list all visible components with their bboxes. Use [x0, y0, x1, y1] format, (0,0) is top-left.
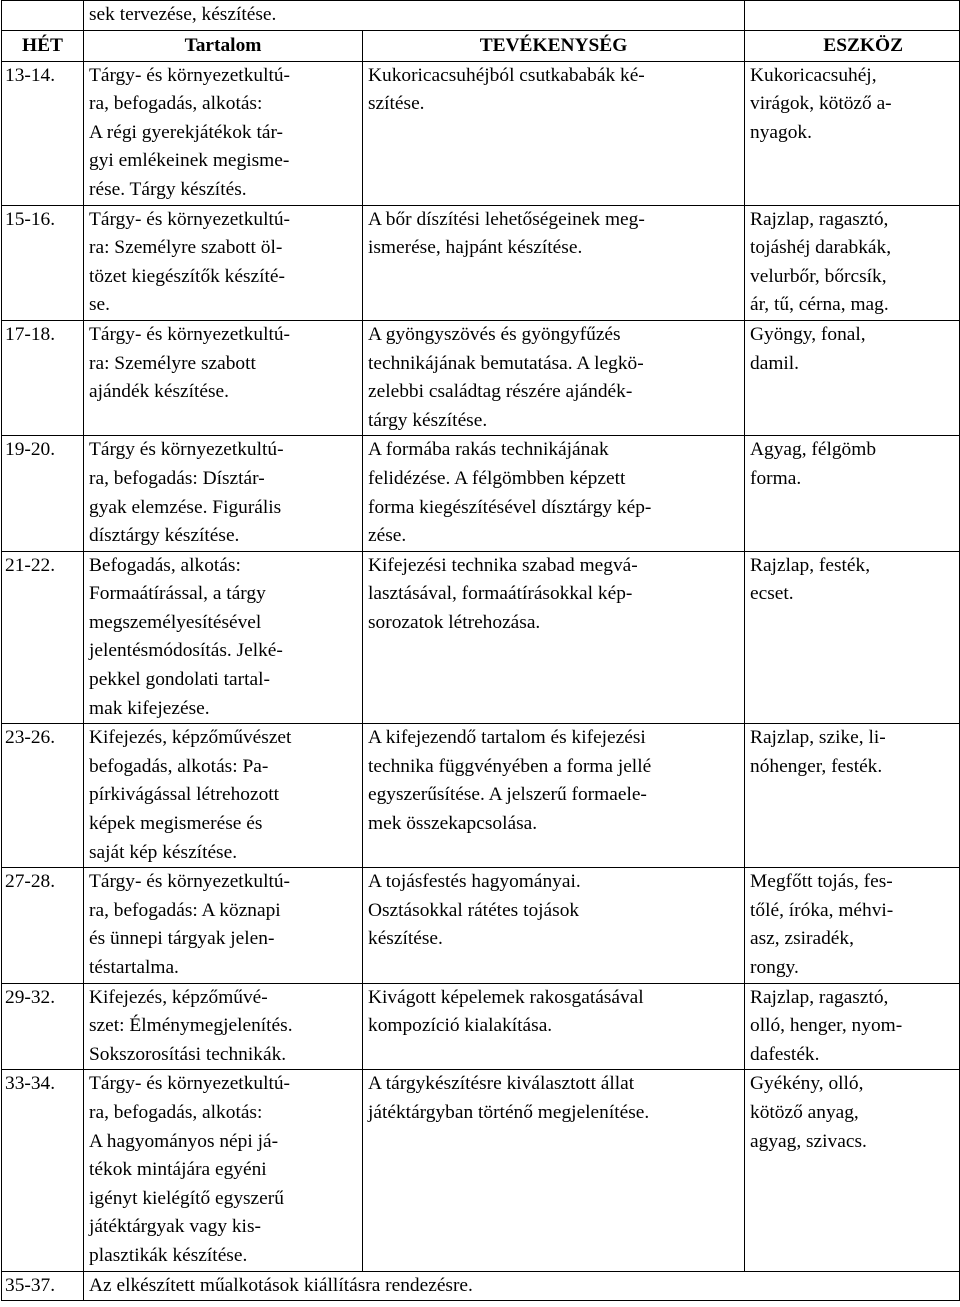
- week-cell: 33-34.: [2, 1070, 84, 1271]
- table-row: [2, 320, 960, 435]
- table-row: [2, 724, 960, 868]
- table-row: [2, 205, 960, 320]
- continuation-row: [2, 1, 960, 31]
- content-cell: Tárgy- és környezetkultú- ra, befogadás, alkotás: A régi gyerekjátékok tár- gyi emlékeinek megisme- rése. Tárgy készítés.: [84, 61, 363, 205]
- final-text-cell: Az elkészített műalkotások kiállításra rendezésre.: [84, 1271, 960, 1301]
- table-row: [2, 61, 960, 205]
- tools-cell: Gyékény, olló, kötöző anyag, agyag, szivacs.: [745, 1070, 960, 1271]
- final-week-cell: 35-37.: [2, 1271, 84, 1301]
- activity-cell: Kukoricacsuhéjból csutkababák ké- szítése.: [363, 61, 745, 205]
- activity-cell: A gyöngyszövés és gyöngyfűzés technikájának bemutatása. A legkö- zelebbi családtag részére ajándék- tárgy készítése.: [363, 320, 745, 435]
- activity-cell: A formába rakás technikájának felidézése. A félgömbben képzett forma kiegészítésével dísztárgy kép- zése.: [363, 436, 745, 551]
- header-row: [2, 30, 960, 61]
- week-cell: 21-22.: [2, 551, 84, 724]
- table-row: [2, 551, 960, 724]
- content-cell: Kifejezés, képzőművé- szet: Élménymegjelenítés. Sokszorosítási technikák.: [84, 983, 363, 1070]
- tools-cell: Rajzlap, ragasztó, tojáshéj darabkák, velurbőr, bőrcsík, ár, tű, cérna, mag.: [745, 205, 960, 320]
- tools-cell: Rajzlap, festék, ecset.: [745, 551, 960, 724]
- content-cell: Tárgy és környezetkultú- ra, befogadás: Dísztár- gyak elemzése. Figurális dísztárgy készítése.: [84, 436, 363, 551]
- week-cell: 15-16.: [2, 205, 84, 320]
- content-cell: Tárgy- és környezetkultú- ra, befogadás: A köznapi és ünnepi tárgyak jelen- téstartalma.: [84, 868, 363, 983]
- week-cell: 19-20.: [2, 436, 84, 551]
- tools-cell: Agyag, félgömb forma.: [745, 436, 960, 551]
- week-cell: 23-26.: [2, 724, 84, 868]
- activity-cell: A tojásfestés hagyományai. Osztásokkal rátétes tojások készítése.: [363, 868, 745, 983]
- week-cell: 27-28.: [2, 868, 84, 983]
- tools-cell: Gyöngy, fonal, damil.: [745, 320, 960, 435]
- table-row: [2, 436, 960, 551]
- content-cell: Tárgy- és környezetkultú- ra: Személyre szabott ajándék készítése.: [84, 320, 363, 435]
- header-tools: ESZKÖZ: [745, 30, 960, 61]
- activity-cell: A tárgykészítésre kiválasztott állat játéktárgyban történő megjelenítése.: [363, 1070, 745, 1271]
- table-row: [2, 868, 960, 983]
- tools-cell: Megfőtt tojás, fes- tőlé, íróka, méhvi- asz, zsiradék, rongy.: [745, 868, 960, 983]
- activity-cell: Kifejezési technika szabad megvá- lasztásával, formaátírásokkal kép- sorozatok létrehozása.: [363, 551, 745, 724]
- activity-cell: A kifejezendő tartalom és kifejezési technika függvényében a forma jellé egyszerűsítése. A jelszerű formaele- mek összekapcsolása.: [363, 724, 745, 868]
- curriculum-table: [1, 0, 960, 1301]
- content-cell: Befogadás, alkotás: Formaátírással, a tárgy megszemélyesítésével jelentésmódosítás. Jelké- pekkel gondolati tartal- mak kifejezése.: [84, 551, 363, 724]
- table-row: [2, 983, 960, 1070]
- continuation-empty-cell: [745, 1, 960, 31]
- continuation-week-cell: [2, 1, 84, 31]
- table-row: [2, 1070, 960, 1271]
- final-row: [2, 1271, 960, 1301]
- header-activity: TEVÉKENYSÉG: [363, 30, 745, 61]
- header-week: HÉT: [2, 30, 84, 61]
- content-cell: Tárgy- és környezetkultú- ra: Személyre szabott öl- tözet kiegészítők készíté- se.: [84, 205, 363, 320]
- activity-cell: Kivágott képelemek rakosgatásával kompozíció kialakítása.: [363, 983, 745, 1070]
- tools-cell: Rajzlap, szike, li- nóhenger, festék.: [745, 724, 960, 868]
- header-content: Tartalom: [84, 30, 363, 61]
- activity-cell: A bőr díszítési lehetőségeinek meg- ismerése, hajpánt készítése.: [363, 205, 745, 320]
- content-cell: Kifejezés, képzőművészet befogadás, alkotás: Pa- pírkivágással létrehozott képek megismerése és saját kép készítése.: [84, 724, 363, 868]
- content-cell: Tárgy- és környezetkultú- ra, befogadás, alkotás: A hagyományos népi já- tékok mintájára egyéni igényt kielégítő egyszerű játéktárgyak vagy kis- plasztikák készítése.: [84, 1070, 363, 1271]
- week-cell: 29-32.: [2, 983, 84, 1070]
- continuation-text-cell: sek tervezése, készítése.: [84, 1, 745, 31]
- tools-cell: Kukoricacsuhéj, virágok, kötöző a- nyagok.: [745, 61, 960, 205]
- week-cell: 13-14.: [2, 61, 84, 205]
- week-cell: 17-18.: [2, 320, 84, 435]
- tools-cell: Rajzlap, ragasztó, olló, henger, nyom- dafesték.: [745, 983, 960, 1070]
